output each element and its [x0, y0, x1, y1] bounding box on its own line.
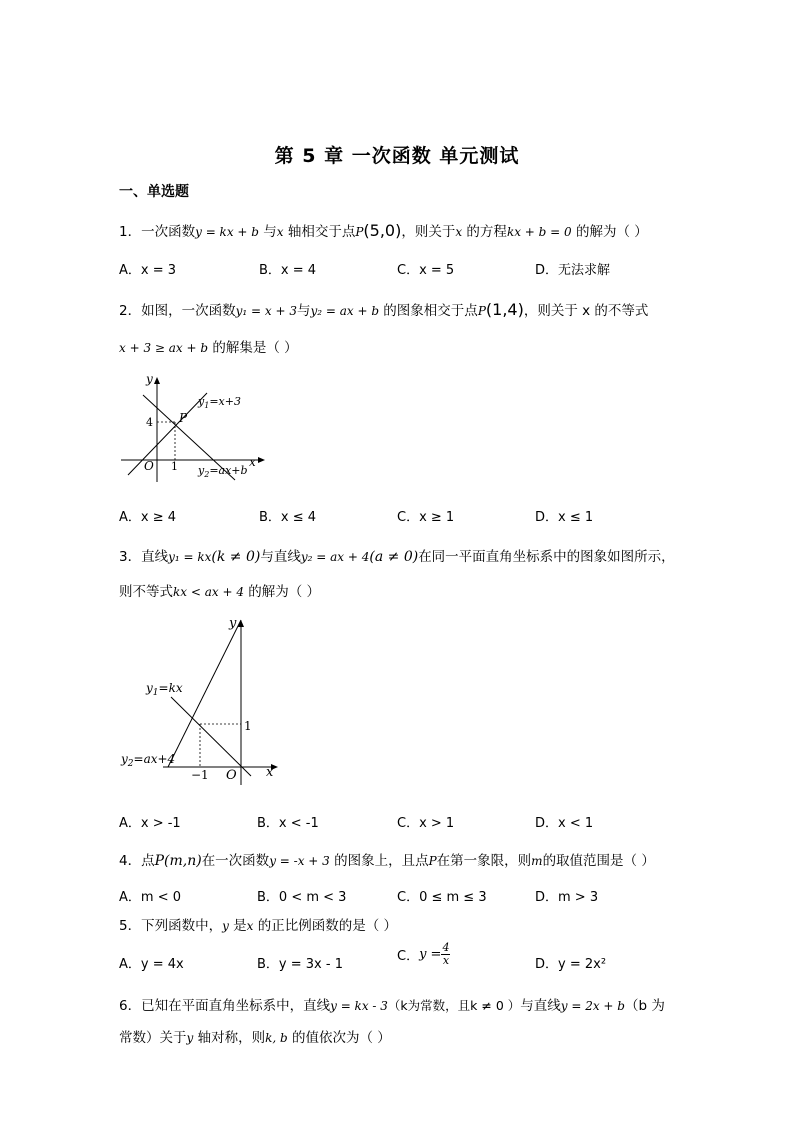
question-2: [119, 299, 648, 319]
q1-option-a: A．x = 3: [119, 263, 177, 278]
q1-point: (5,0): [363, 221, 402, 240]
q1-tail: 的解为（ ）: [571, 224, 648, 240]
q2-origin-label: O: [144, 459, 154, 473]
q3-tick-neg1: −1: [191, 768, 209, 782]
q2-option-c: C．x ≥ 1: [397, 510, 455, 525]
q5-option-c-lhs: y =: [419, 947, 442, 962]
q1-point-name: P: [355, 225, 364, 239]
question-3-line-2: [119, 580, 320, 600]
q5-tail: 的正比例函数的是（ ）: [253, 918, 398, 934]
q1-text: 轴相交于点: [283, 224, 356, 240]
q3-option-b: B．x < -1: [257, 816, 319, 831]
q3-function-1: y₁ = kx: [168, 550, 212, 564]
q4-var: m: [531, 854, 543, 868]
q2-x-arrow: [258, 457, 265, 463]
q3-lead: 3．直线: [119, 549, 169, 565]
q2-figure: [118, 370, 278, 485]
q4-text: 的图象上，且点: [329, 853, 429, 869]
q3-condition-1: (k ≠ 0): [211, 549, 261, 565]
question-6-line-2: [119, 1026, 391, 1046]
question-3: [119, 545, 675, 565]
fraction-numerator: 4: [442, 941, 450, 954]
page-title: 第 5 章 一次函数 单元测试: [274, 145, 520, 167]
q6-lead: 6．已知在平面直角坐标系中，直线: [119, 998, 331, 1014]
q3-tick-1: 1: [244, 719, 252, 733]
q3-tail: 的解为（ ）: [243, 584, 321, 600]
q3-legend-y2: $y_2=ax+4$: [121, 752, 176, 769]
q3-tail: 在同一平面直角坐标系中的图象如图所示，: [418, 549, 675, 565]
q3-y-label: y: [229, 616, 237, 631]
q2-option-a: A．x ≥ 4: [119, 510, 177, 525]
q1-lead: 1．一次函数: [119, 224, 196, 240]
q6-condition: （k为常数，且k ≠ 0 ）: [387, 998, 521, 1013]
fraction-denominator: x: [442, 954, 450, 967]
q6-vars: k, b: [265, 1031, 288, 1045]
q2-function-2: y₂ = ax + b: [310, 304, 380, 318]
q3-figure: [118, 612, 283, 787]
q6-function-1: y = kx - 3: [330, 999, 388, 1013]
q2-line-y1: [128, 393, 207, 475]
q5-lead: 5．下列函数中，: [119, 918, 223, 934]
q2-tick-4: 4: [146, 416, 153, 429]
q3-condition-2: (a ≠ 0): [369, 549, 419, 565]
q2-text: 与: [296, 303, 311, 319]
q3-option-d: D．x < 1: [535, 816, 594, 831]
q6-text: （b 为: [624, 998, 665, 1014]
q4-text: 在一次函数: [201, 853, 270, 869]
q1-equation: kx + b = 0: [506, 225, 572, 239]
q3-option-a: A．x > -1: [119, 816, 181, 831]
q5-option-c-fraction: [441, 942, 450, 967]
q1-text: 的方程: [462, 224, 507, 240]
q4-tail: 的取值范围是（ ）: [542, 853, 655, 869]
q3-x-label: x: [266, 765, 274, 780]
q2-legend-y1: $y_1=x+3$: [198, 395, 241, 410]
q3-text: 与直线: [260, 549, 301, 565]
q6-function-2: y = 2x + b: [560, 999, 625, 1013]
q4-option-a: A．m < 0: [119, 890, 181, 905]
q2-point-name: P: [477, 304, 486, 318]
q2-tail: 的解集是（ ）: [208, 340, 298, 356]
q3-function-2: y₂ = ax + 4: [300, 550, 370, 564]
q6-text: 轴对称，则: [193, 1030, 266, 1046]
q5-option-d: D．y = 2x²: [535, 957, 607, 972]
q4-option-b: B．0 < m < 3: [257, 890, 347, 905]
q1-option-d: D．无法求解: [535, 263, 611, 278]
q4-point-name: P: [428, 854, 437, 868]
question-6: [119, 994, 665, 1014]
q2-inequality: x + 3 ≥ ax + b: [119, 341, 209, 355]
q3-option-c: C．x > 1: [397, 816, 455, 831]
q5-option-a: A．y = 4x: [119, 957, 184, 972]
q6-var: y: [186, 1031, 194, 1045]
q3-inequality: kx < ax + 4: [173, 585, 244, 599]
question-4: [119, 849, 655, 869]
q5-var: y: [222, 919, 229, 933]
q1-option-b: B．x = 4: [259, 263, 317, 278]
section-heading: 一、单选题: [119, 184, 189, 200]
q1-function: y = kx + b: [195, 225, 259, 239]
q1-var: x: [276, 225, 284, 239]
q1-option-c: C．x = 5: [397, 263, 455, 278]
q4-lead: 4．点: [119, 853, 155, 869]
question-5: [119, 914, 397, 934]
q4-text: 在第一象限，则: [436, 853, 532, 869]
q1-text: ，则关于: [401, 224, 456, 240]
q5-text: 是: [228, 918, 247, 934]
q5-var: x: [246, 919, 254, 933]
q2-point: (1,4): [485, 300, 524, 319]
question-1: [119, 220, 648, 240]
q2-y-arrow: [154, 377, 160, 384]
q5-option-b: B．y = 3x - 1: [257, 957, 343, 972]
question-2-line-2: [119, 336, 298, 356]
q3-text: 则不等式: [119, 584, 173, 600]
q3-legend-y1: $y_1=kx$: [146, 681, 183, 698]
q4-function: y = -x + 3: [269, 854, 330, 868]
q2-option-d: D．x ≤ 1: [535, 510, 594, 525]
q4-option-c: C．0 ≤ m ≤ 3: [397, 890, 487, 905]
q6-tail: 的值依次为（ ）: [287, 1030, 391, 1046]
q2-option-b: B．x ≤ 4: [259, 510, 317, 525]
q2-y-label: y: [146, 372, 153, 386]
q2-x-label: x: [249, 455, 256, 469]
q2-point-p: P: [179, 411, 188, 425]
q3-origin-label: O: [226, 768, 237, 783]
q4-point: P(m,n): [154, 853, 202, 869]
q4-option-d: D．m > 3: [535, 890, 599, 905]
q1-var: x: [455, 225, 463, 239]
q2-function-1: y₁ = x + 3: [235, 304, 297, 318]
q1-text: 与: [258, 224, 277, 240]
q2-legend-y2: $y_2=ax+b$: [198, 464, 248, 479]
q5-option-c: C．y = $\frac{4}{x}$: [397, 941, 450, 967]
q2-lead: 2．如图，一次函数: [119, 303, 236, 319]
q2-text: ，则关于 x 的不等式: [523, 303, 649, 319]
q6-text: 常数）关于: [119, 1030, 187, 1046]
q6-text: 与直线: [520, 998, 561, 1014]
q2-text: 的图象相交于点: [379, 303, 478, 319]
q2-tick-1: 1: [171, 460, 178, 473]
